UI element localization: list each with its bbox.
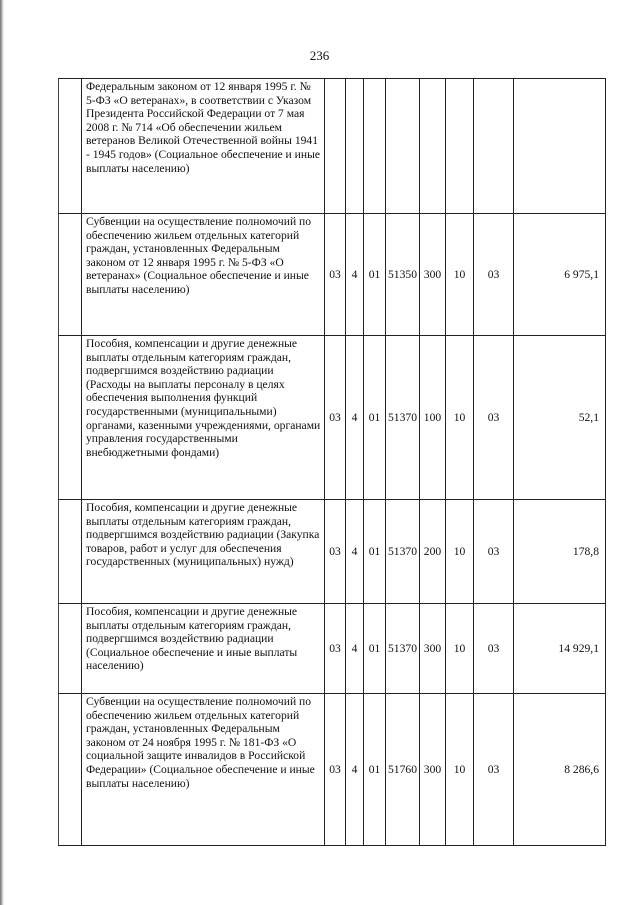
code-cell: 4 [346,500,364,604]
row-description: Пособия, компенсации и другие денежные выплаты отдельным категориям граждан, подвергшимся воздействию радиации (Социальное обеспечение и иные выплаты населению) [82,604,325,694]
blank-cell [59,694,82,846]
budget-table [58,78,606,846]
code-cell: 4 [346,694,364,846]
code-cell [386,79,420,214]
code-cell: 4 [346,604,364,694]
amount-cell: 52,1 [514,336,606,500]
code-cell: 51370 [386,604,420,694]
code-cell [346,79,364,214]
amount-cell: 6 975,1 [514,214,606,336]
code-cell: 10 [446,604,474,694]
code-cell: 4 [346,336,364,500]
blank-cell [59,500,82,604]
code-cell [420,79,446,214]
code-cell: 300 [420,214,446,336]
code-cell: 10 [446,694,474,846]
code-cell [325,79,346,214]
code-cell: 03 [325,336,346,500]
code-cell: 51370 [386,500,420,604]
code-cell: 03 [474,500,514,604]
code-cell: 03 [325,214,346,336]
code-cell: 10 [446,214,474,336]
code-cell: 300 [420,604,446,694]
row-description: Федеральным законом от 12 января 1995 г. № 5-ФЗ «О ветеранах», в соответствии с Указом Президента Российской Федерации от 7 мая 2008 г. № 714 «Об обеспечении жильем ветеранов Великой Отечественной войны 1941 - 1945 годов» (Социальное обеспечение и иные выплаты населению) [82,79,325,214]
amount-cell [514,79,606,214]
table-row [59,500,606,604]
blank-cell [59,604,82,694]
amount-cell: 178,8 [514,500,606,604]
code-cell: 10 [446,500,474,604]
code-cell: 01 [364,694,386,846]
row-description: Пособия, компенсации и другие денежные выплаты отдельным категориям граждан, подвергшимся воздействию радиации (Закупка товаров, работ и услуг для обеспечения государственных (муниципальных) нужд) [82,500,325,604]
row-description: Пособия, компенсации и другие денежные выплаты отдельным категориям граждан, подвергшимся воздействию радиации (Расходы на выплаты персоналу в целях обеспечения выполнения функций государственными (муниципальными) органами, казенными учреждениями, органами управления государственными внебюджетными фондами) [82,336,325,500]
table-row [59,214,606,336]
code-cell: 03 [474,694,514,846]
code-cell [474,79,514,214]
code-cell: 10 [446,336,474,500]
code-cell: 01 [364,604,386,694]
amount-cell: 8 286,6 [514,694,606,846]
table-row [59,336,606,500]
blank-cell [59,336,82,500]
code-cell: 100 [420,336,446,500]
code-cell [446,79,474,214]
code-cell: 300 [420,694,446,846]
code-cell: 4 [346,214,364,336]
code-cell: 03 [325,694,346,846]
code-cell: 03 [474,604,514,694]
code-cell: 01 [364,214,386,336]
amount-cell: 14 929,1 [514,604,606,694]
code-cell: 51350 [386,214,420,336]
code-cell: 01 [364,336,386,500]
table-row [59,694,606,846]
blank-cell [59,214,82,336]
table-row [59,604,606,694]
scan-edge [0,0,4,905]
code-cell: 51370 [386,336,420,500]
code-cell: 200 [420,500,446,604]
code-cell: 03 [474,336,514,500]
row-description: Субвенции на осуществление полномочий по обеспечению жильем отдельных категорий граждан, установленных Федеральным законом от 12 января 1995 г. № 5-ФЗ «О ветеранах» (Социальное обеспечение и иные выплаты населению) [82,214,325,336]
page-number: 236 [309,48,330,63]
code-cell: 51760 [386,694,420,846]
code-cell: 03 [474,214,514,336]
blank-cell [59,79,82,214]
code-cell: 03 [325,500,346,604]
code-cell [364,79,386,214]
code-cell: 01 [364,500,386,604]
table-row [59,79,606,214]
code-cell: 03 [325,604,346,694]
row-description: Субвенции на осуществление полномочий по обеспечению жильем отдельных категорий граждан, установленных Федеральным законом от 24 ноября 1995 г. № 181-ФЗ «О социальной защите инвалидов в Российской Федерации» (Социальное обеспечение и иные выплаты населению) [82,694,325,846]
